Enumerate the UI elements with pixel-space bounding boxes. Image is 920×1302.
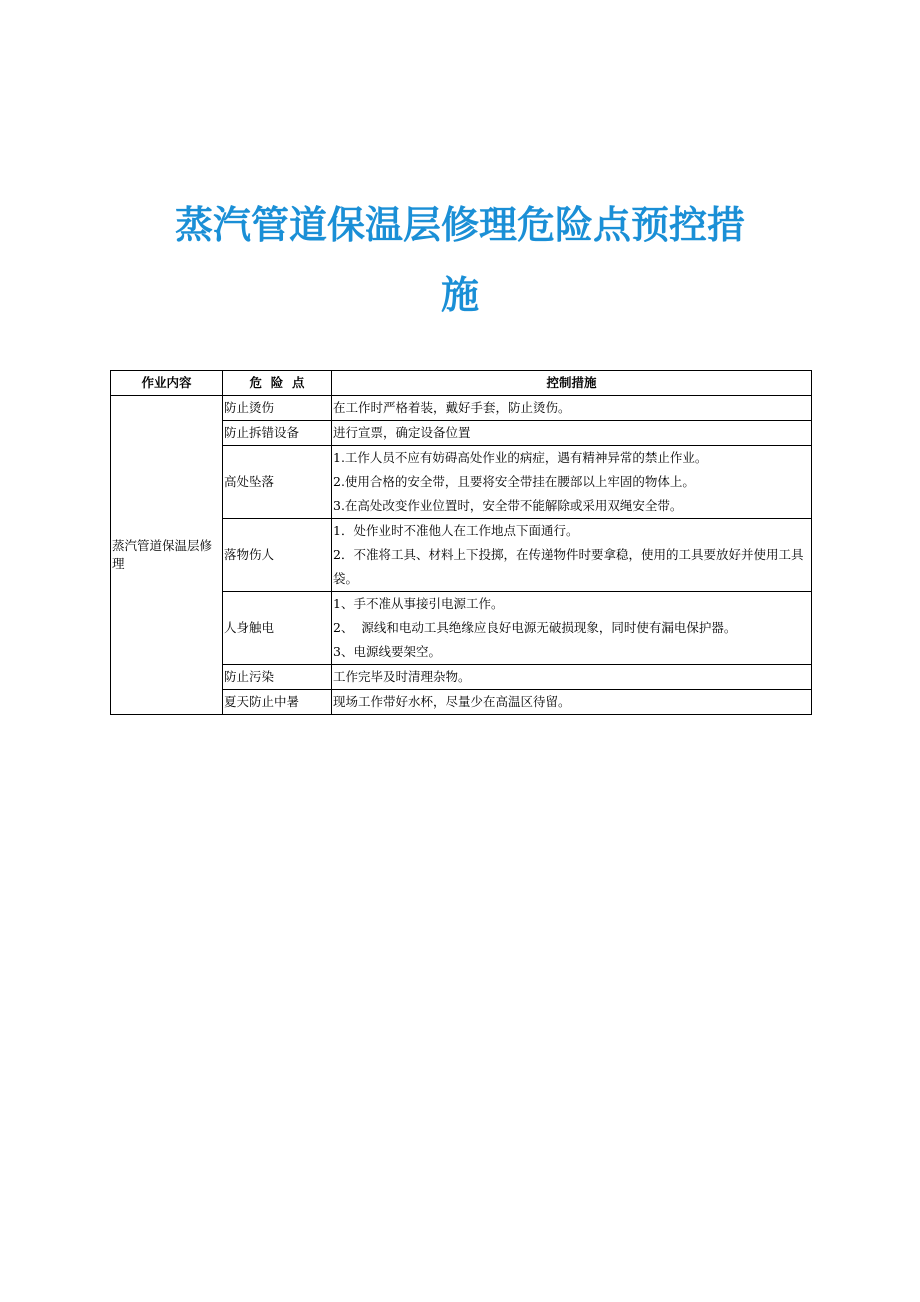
measure-line: 3.在高处改变作业位置时，安全带不能解除或采用双绳安全带。: [333, 498, 683, 513]
header-task: 作业内容: [111, 371, 223, 396]
title-line-2: 施: [440, 273, 479, 317]
header-hazard: 危 险 点: [223, 371, 332, 396]
hazard-cell: 落物伤人: [223, 519, 332, 592]
measures-cell: [332, 592, 812, 665]
measure-line: 进行宣票，确定设备位置: [333, 425, 471, 440]
measures-cell: [332, 446, 812, 519]
hazard-cell: 夏天防止中暑: [223, 690, 332, 715]
header-measures: 控制措施: [332, 371, 812, 396]
hazard-cell: 防止污染: [223, 665, 332, 690]
measure-line: 1．处作业时不准他人在工作地点下面通行。: [333, 523, 579, 538]
measure-line: 1、手不准从事接引电源工作。: [333, 596, 504, 611]
measures-cell: [332, 690, 812, 715]
measure-line: 工作完毕及时清理杂物。: [333, 669, 471, 684]
hazard-control-table: [110, 370, 812, 715]
hazard-cell: 高处坠落: [223, 446, 332, 519]
table-header-row: [111, 371, 812, 396]
measures-cell: [332, 665, 812, 690]
measures-cell: [332, 396, 812, 421]
measures-cell: [332, 519, 812, 592]
measure-line: 1.工作人员不应有妨碍高处作业的病症，遇有精神异常的禁止作业。: [333, 450, 708, 465]
measure-line: 2．不准将工具、材料上下投掷，在传递物件时要拿稳，使用的工具要放好并使用工具袋。: [333, 547, 804, 586]
hazard-cell: 人身触电: [223, 592, 332, 665]
hazard-cell: 防止烫伤: [223, 396, 332, 421]
measure-line: 2、 源线和电动工具绝缘应良好电源无破损现象，同时使有漏电保护器。: [333, 620, 737, 635]
hazard-cell: 防止拆错设备: [223, 421, 332, 446]
task-cell: 蒸汽管道保温层修理: [111, 396, 223, 715]
measure-line: 在工作时严格着装，戴好手套，防止烫伤。: [333, 400, 571, 415]
measure-line: 3、电源线要架空。: [333, 644, 441, 659]
measures-cell: [332, 421, 812, 446]
title-line-1: 蒸汽管道保温层修理危险点预控措: [174, 203, 745, 247]
measure-line: 现场工作带好水杯，尽量少在高温区待留。: [333, 694, 571, 709]
page-title: [110, 190, 810, 330]
measure-line: 2.使用合格的安全带，且要将安全带挂在腰部以上牢固的物体上。: [333, 474, 695, 489]
table-row: [111, 396, 812, 421]
